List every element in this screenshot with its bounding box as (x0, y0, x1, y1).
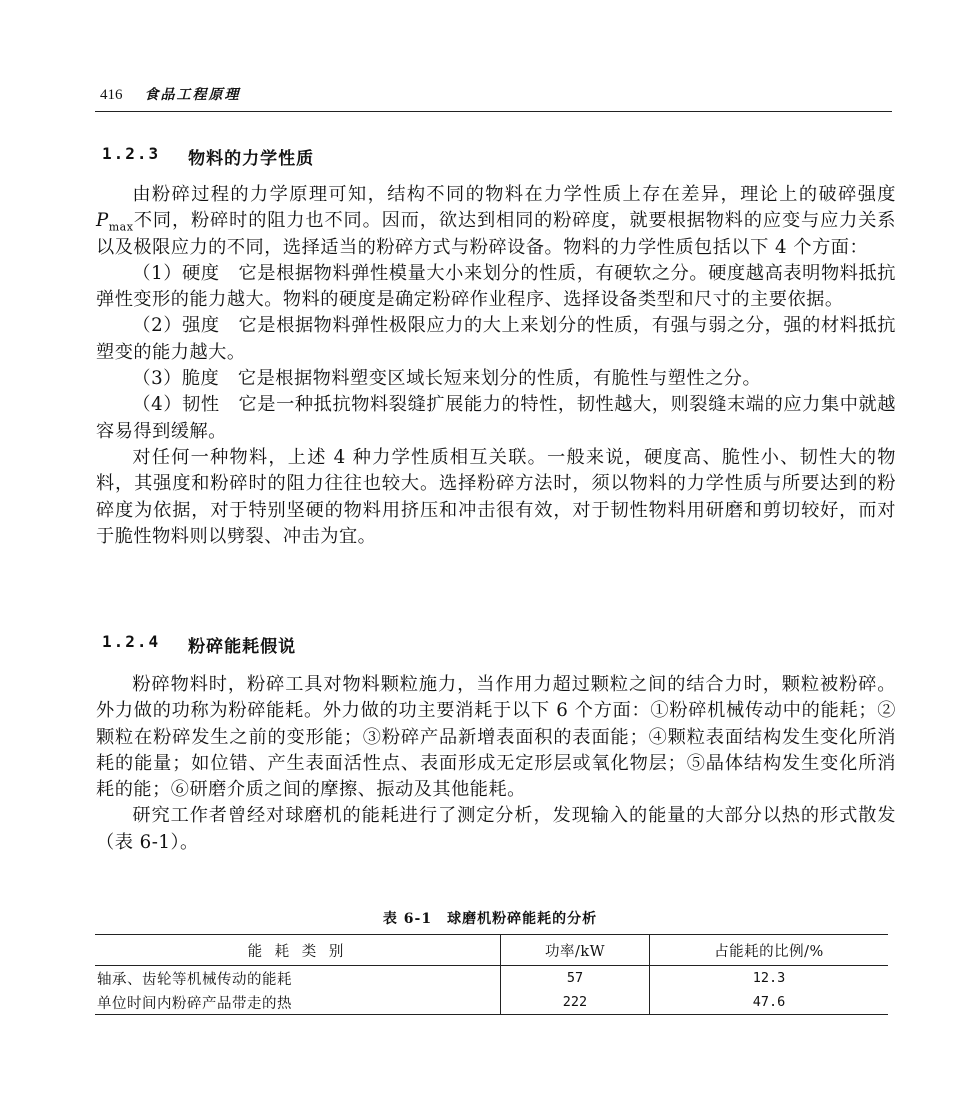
symbol-p: P (96, 210, 109, 232)
table-cell: 57 (501, 966, 650, 991)
page-number: 416 (100, 87, 123, 103)
energy-table (95, 934, 888, 1015)
paragraph-text: 由粉碎过程的力学原理可知，结构不同的物料在力学性质上存在差异，理论上的破碎强度 (132, 184, 896, 205)
section-1-2-4-body (96, 672, 896, 856)
section-number: 1.2.4 (102, 632, 161, 651)
section-1-2-3-body (96, 182, 896, 550)
table-cell: 12.3 (752, 970, 786, 986)
header-rule (95, 111, 892, 112)
paragraph: 研究工作者曾经对球磨机的能耗进行了测定分析，发现输入的能量的大部分以热的形式散发（表 6-1）。 (96, 805, 896, 853)
book-title: 食品工程原理 (144, 87, 241, 103)
paragraph: （3）脆度 它是根据物料塑变区域长短来划分的性质，有脆性与塑性之分。 (132, 368, 762, 390)
paragraph: （1）硬度 它是根据物料弹性模量大小来划分的性质，有硬软之分。硬度越高表明物料抵抗弹性变形的能力越大。物料的硬度是确定粉碎作业程序、选择设备类型和尺寸的主要依据。 (96, 262, 896, 311)
paragraph (96, 182, 896, 261)
section-number: 1.2.3 (102, 144, 161, 163)
symbol-subscript: max (108, 220, 134, 234)
table-row (95, 966, 888, 991)
paragraph: 粉碎物料时，粉碎工具对物料颗粒施力，当作用力超过颗粒之间的结合力时，颗粒被粉碎。外力做的功称为粉碎能耗。外力做的功主要消耗于以下 6 个方面：①粉碎机械传动中的能耗；②颗粒在粉碎发生之前的变形能；③粉碎产品新增表面积的表面能；④颗粒表面结构发生变化所消耗的能量；如位错、产生表面活性点、表面形成无定形层或氧化物层；⑤晶体结构发生变化所消耗的能；⑥研磨介质之间的摩擦、振动及其他能耗。 (96, 674, 896, 801)
column-header: 占能耗的比例/% (650, 935, 889, 966)
section-heading-1-2-3 (102, 144, 314, 169)
table-header-row (95, 935, 888, 966)
paragraph: （2）强度 它是根据物料弹性极限应力的大上来划分的性质，有强与弱之分，强的材料抵抗塑变的能力越大。 (96, 315, 896, 363)
section-heading-1-2-4 (102, 632, 296, 657)
column-header: 功率/kW (501, 935, 650, 966)
column-header: 能 耗 类 别 (95, 935, 501, 966)
table-row (95, 990, 888, 1015)
paragraph: （4）韧性 它是一种抵抗物料裂缝扩展能力的特性，韧性越大，则裂缝末端的应力集中就越容易得到缓解。 (96, 394, 896, 442)
paragraph-text: 不同，粉碎时的阻力也不同。因而，欲达到相同的粉碎度，就要根据物料的应变与应力关系以及极限应力的不同，选择适当的粉碎方式与粉碎设备。物料的力学性质包括以下 4 个方面： (96, 210, 896, 258)
table-caption: 表 6-1 球磨机粉碎能耗的分析 (382, 911, 598, 927)
table-cell: 轴承、齿轮等机械传动的能耗 (95, 966, 501, 991)
paragraph: 对任何一种物料，上述 4 种力学性质相互关联。一般来说，硬度高、脆性小、韧性大的物料，其强度和粉碎时的阻力往往也较大。选择粉碎方法时，须以物料的力学性质与所要达到的粉碎度为依据，对于特别坚硬的物料用挤压和冲击很有效，对于韧性物料用研磨和剪切较好，而对于脆性物料则以劈裂、冲击为宜。 (96, 446, 896, 547)
section-title: 物料的力学性质 (188, 149, 315, 169)
table-cell: 47.6 (650, 990, 889, 1015)
table-cell: 单位时间内粉碎产品带走的热 (95, 990, 501, 1015)
section-title: 粉碎能耗假说 (188, 637, 297, 657)
running-header (100, 84, 892, 104)
table-cell: 222 (501, 990, 650, 1015)
